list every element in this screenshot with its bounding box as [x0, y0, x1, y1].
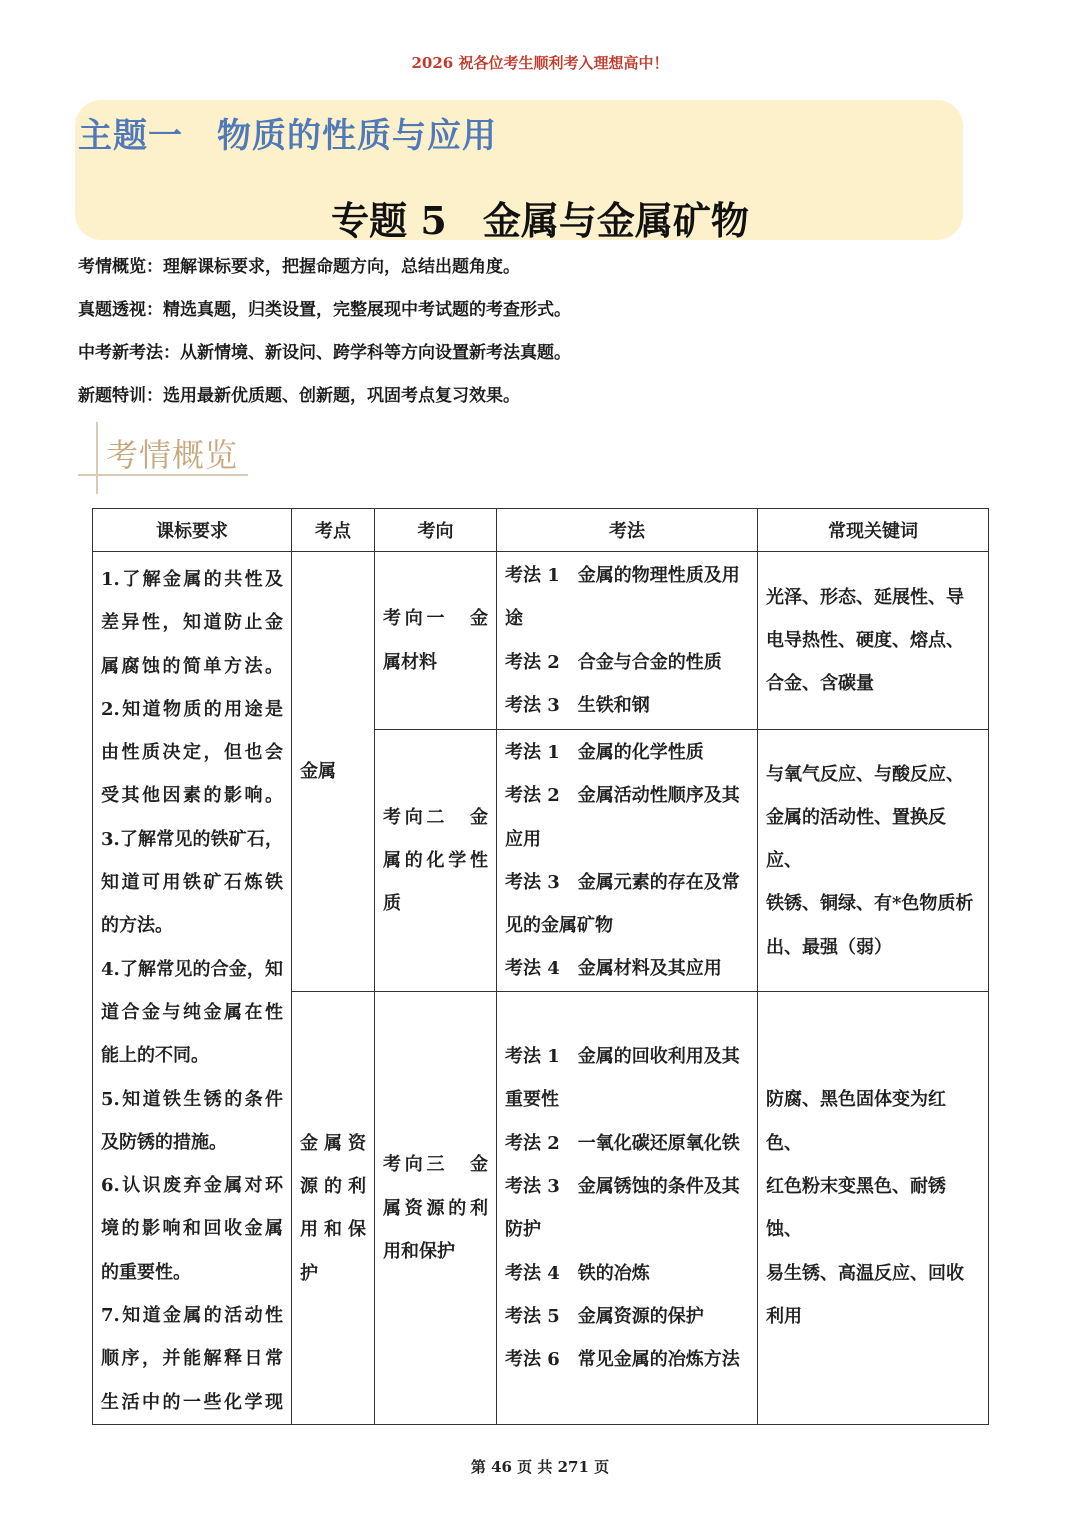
- keywords-cell: [758, 992, 989, 1424]
- requirement-line: 7.知道金属的活动性: [101, 1305, 283, 1327]
- kaofa-line: 重要性: [505, 1089, 559, 1111]
- requirement-line: 及防锈的措施。: [101, 1131, 227, 1153]
- kaodian-cell: [292, 552, 375, 992]
- requirement-line: 的方法。: [101, 915, 173, 937]
- header-cell: 考点: [292, 509, 375, 552]
- page-number: 46: [491, 1458, 512, 1476]
- header-cell: 课标要求: [93, 509, 292, 552]
- kaodian-line: 用和保: [300, 1219, 366, 1241]
- theme-name: 物质的性质与应用: [217, 116, 497, 156]
- topic-name: 金属与金属矿物: [482, 198, 749, 243]
- kaoxiang-line: 考向三 金: [383, 1154, 488, 1176]
- requirement-line: 1.了解金属的共性及: [101, 569, 283, 590]
- page-total: 271: [557, 1458, 589, 1476]
- keyword-line: 与氧气反应、与酸反应、: [766, 763, 964, 785]
- kaofa-line: 考法 1 金属的回收利用及其: [505, 1046, 740, 1068]
- kaofa-line: 应用: [505, 828, 541, 850]
- requirement-line: 知道可用铁矿石炼铁: [101, 872, 283, 894]
- kaofa-line: 考法 4 铁的冶炼: [505, 1262, 650, 1284]
- intro-line: 真题透视：精选真题，归类设置，完整展现中考试题的考查形式。: [78, 300, 571, 320]
- requirement-line: 由性质决定，但也会: [101, 742, 283, 764]
- requirement-line: 的重要性。: [101, 1261, 191, 1283]
- keyword-line: 铁锈、铜绿、有*色物质析: [766, 893, 974, 915]
- intro-line: 考情概览：理解课标要求，把握命题方向，总结出题角度。: [78, 257, 520, 277]
- requirement-line: 道合金与纯金属在性: [101, 1001, 283, 1023]
- requirement-line: 属腐蚀的简单方法。: [101, 655, 283, 677]
- section-heading-label: 考情概览: [106, 436, 239, 474]
- requirement-line: 5.知道铁生锈的条件: [101, 1088, 283, 1110]
- kaoxiang-cell: [375, 552, 497, 730]
- keyword-line: 光泽、形态、延展性、导: [766, 586, 964, 608]
- kaofa-cell: [497, 730, 758, 992]
- kaofa-line: 考法 2 金属活动性顺序及其: [505, 785, 740, 807]
- topic-label: 专题 5: [331, 198, 447, 243]
- kaodian-cell: [292, 992, 375, 1424]
- topic-title: [0, 190, 1080, 245]
- kaoxiang-cell: [375, 730, 497, 992]
- kaofa-line: 考法 3 金属元素的存在及常: [505, 871, 740, 893]
- kaoxiang-cell: [375, 992, 497, 1424]
- requirement-line: 2.知道物质的用途是: [101, 698, 283, 720]
- requirement-line: 生活中的一些化学现: [101, 1391, 283, 1413]
- kaofa-line: 考法 4 金属材料及其应用: [505, 958, 722, 980]
- keyword-line: 合金、含碳量: [766, 673, 874, 695]
- table-header-row: [93, 509, 989, 552]
- kaoxiang-line: 质: [383, 893, 401, 915]
- requirement-line: 差异性，知道防止金: [101, 612, 283, 634]
- keyword-line: 易生锈、高温反应、回收: [766, 1262, 964, 1284]
- kaodian-line: 金属资: [300, 1132, 366, 1154]
- requirement-line: 3.了解常见的铁矿石，: [101, 828, 283, 850]
- kaofa-line: 考法 6 常见金属的冶炼方法: [505, 1349, 740, 1371]
- requirement-line: 能上的不同。: [101, 1045, 209, 1067]
- header-cell: 考法: [497, 509, 758, 552]
- keyword-line: 利用: [766, 1305, 802, 1327]
- theme-title: [78, 108, 497, 157]
- keyword-line: 防腐、黑色固体变为红色、: [766, 1089, 946, 1154]
- kaoxiang-line: 考向一 金: [383, 608, 488, 630]
- kaoxiang-line: 属的化学性: [383, 850, 488, 872]
- kaoxiang-line: 考向二 金: [383, 806, 488, 828]
- keyword-line: 出、最强（弱）: [766, 936, 892, 958]
- header-note: 2026 祝各位考生顺利考入理想高中！: [411, 54, 669, 72]
- table-row: [93, 552, 989, 730]
- requirement-line: 顺序，并能解释日常: [101, 1348, 283, 1370]
- kaofa-line: 考法 5 金属资源的保护: [505, 1305, 704, 1327]
- kaodian-line: 源的利: [300, 1175, 366, 1197]
- header-cell: 考向: [375, 509, 497, 552]
- kaoxiang-line: 用和保护: [383, 1240, 455, 1262]
- page-footer: 第 46 页 共 271 页: [470, 1458, 610, 1476]
- kaofa-line: 考法 1 金属的物理性质及用: [505, 565, 740, 586]
- keyword-line: 金属的活动性、置换反应、: [766, 806, 946, 872]
- requirement-line: 6.认识废弃金属对环: [101, 1175, 283, 1197]
- intro-line: 中考新考法：从新情境、新设问、跨学科等方向设置新考法真题。: [78, 343, 571, 363]
- kaofa-line: 见的金属矿物: [505, 915, 613, 937]
- overview-table: [92, 508, 989, 1425]
- requirement-line: 受其他因素的影响。: [101, 785, 283, 807]
- kaofa-line: 途: [505, 608, 523, 630]
- kaodian-line: 金属: [300, 761, 336, 783]
- kaofa-line: 考法 2 一氧化碳还原氧化铁: [505, 1132, 740, 1154]
- requirements-cell: [93, 552, 292, 1425]
- section-heading: [78, 422, 258, 494]
- kaoxiang-line: 属材料: [383, 651, 437, 673]
- kaoxiang-line: 属资源的利: [383, 1197, 488, 1219]
- section-heading-rule: [96, 422, 98, 494]
- intro-line: 新题特训：选用最新优质题、创新题，巩固考点复习效果。: [78, 386, 520, 406]
- kaofa-line: 防护: [505, 1219, 541, 1241]
- requirement-line: 境的影响和回收金属: [101, 1218, 283, 1240]
- keywords-cell: [758, 730, 989, 992]
- keyword-line: 红色粉末变黑色、耐锈蚀、: [766, 1175, 946, 1241]
- kaofa-line: 考法 1 金属的化学性质: [505, 741, 704, 763]
- kaofa-line: 考法 3 金属锈蚀的条件及其: [505, 1175, 740, 1197]
- kaofa-cell: [497, 992, 758, 1424]
- kaofa-cell: [497, 552, 758, 730]
- theme-label: 主题一: [78, 116, 183, 156]
- header-cell: 常现关键词: [758, 509, 989, 552]
- keyword-line: 电导热性、硬度、熔点、: [766, 629, 964, 651]
- kaodian-line: 护: [300, 1262, 318, 1284]
- requirement-line: 4.了解常见的合金，知: [101, 958, 283, 980]
- kaofa-line: 考法 3 生铁和钢: [505, 694, 650, 716]
- keywords-cell: [758, 552, 989, 730]
- kaofa-line: 考法 2 合金与合金的性质: [505, 651, 722, 673]
